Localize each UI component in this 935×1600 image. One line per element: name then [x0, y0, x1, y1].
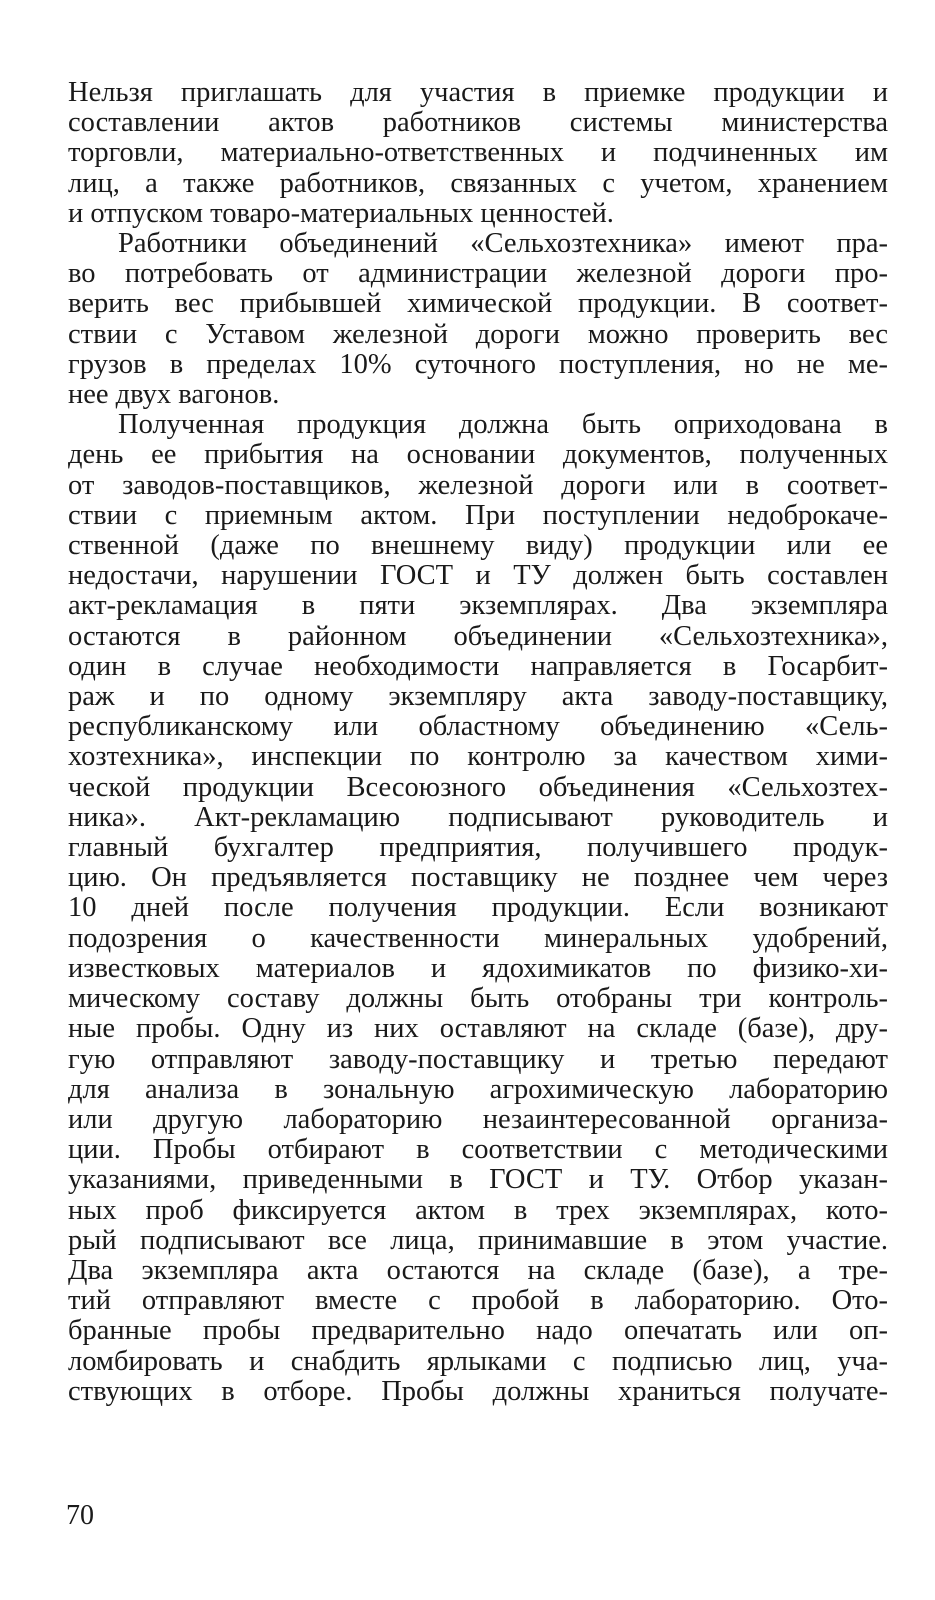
text-line: подозрения о качественности минеральных удобрений,: [68, 922, 888, 954]
text-line: остаются в районном объединении «Сельхозтехника»,: [68, 620, 888, 652]
text-line: или другую лабораторию незаинтересованной организа-: [68, 1103, 888, 1135]
text-line: ческой продукции Всесоюзного объединения «Сельхозтех-: [68, 771, 888, 803]
text-line: ствии с приемным актом. При поступлении недоброкаче-: [68, 499, 888, 531]
paragraph-3: [68, 410, 888, 1407]
text-line: ные пробы. Одну из них оставляют на складе (базе), дру-: [68, 1013, 888, 1045]
text-line: во потребовать от администрации железной дороги про-: [68, 258, 888, 290]
text-line: ломбировать и снабдить ярлыками с подписью лиц, уча-: [68, 1345, 888, 1377]
text-line: лиц, а также работников, связанных с учетом, хранением: [68, 167, 888, 199]
text-line: хозтехника», инспекции по контролю за качеством хими-: [68, 741, 888, 773]
text-line: от заводов-поставщиков, железной дороги или в соответ-: [68, 469, 888, 501]
text-line: ции. Пробы отбирают в соответствии с методическими: [68, 1134, 888, 1166]
page-body: [68, 78, 888, 1407]
text-line: цию. Он предъявляется поставщику не позднее чем через: [68, 862, 888, 894]
text-line: мическому составу должны быть отобраны три контроль-: [68, 983, 888, 1015]
text-line: грузов в пределах 10% суточного поступления, но не ме-: [68, 348, 888, 380]
text-line: Работники объединений «Сельхозтехника» имеют пра-: [118, 228, 888, 260]
text-line: 10 дней после получения продукции. Если возникают: [68, 892, 888, 924]
text-line: недостачи, нарушении ГОСТ и ТУ должен быть составлен: [68, 560, 888, 592]
text-line: акт-рекламация в пяти экземплярах. Два экземпляра: [68, 590, 888, 622]
text-line: ствующих в отборе. Пробы должны храниться получате-: [68, 1375, 888, 1407]
text-line: известковых материалов и ядохимикатов по физико-хи-: [68, 952, 888, 984]
text-line: тий отправляют вместе с пробой в лабораторию. Ото-: [68, 1285, 888, 1317]
text-line: и отпуском товаро-материальных ценностей.: [68, 197, 614, 229]
text-line: день ее прибытия на основании документов, полученных: [68, 439, 888, 471]
paragraph-2: [68, 229, 888, 410]
text-line: раж и по одному экземпляру акта заводу-поставщику,: [68, 681, 888, 713]
text-line: Нельзя приглашать для участия в приемке продукции и: [68, 77, 888, 108]
text-line: ника». Акт-рекламацию подписывают руководитель и: [68, 801, 888, 833]
text-line: для анализа в зональную агрохимическую лабораторию: [68, 1073, 888, 1105]
text-line: ственной (даже по внешнему виду) продукции или ее: [68, 530, 888, 562]
text-line: составлении актов работников системы министерства: [68, 107, 888, 139]
text-line: гую отправляют заводу-поставщику и третью передают: [68, 1043, 888, 1075]
text-line: один в случае необходимости направляется в Госарбит-: [68, 650, 888, 682]
text-line: верить вес прибывшей химической продукции. В соответ-: [68, 288, 888, 320]
text-line: Полученная продукция должна быть оприходована в: [118, 409, 888, 441]
text-line: нее двух вагонов.: [68, 379, 280, 411]
text-line: республиканскому или областному объединению «Сель-: [68, 711, 888, 743]
text-line: Два экземпляра акта остаются на складе (базе), а тре-: [68, 1254, 888, 1286]
text-line: главный бухгалтер предприятия, получившего продук-: [68, 832, 888, 864]
paragraph-1: [68, 78, 888, 229]
text-line: рый подписывают все лица, принимавшие в этом участие.: [68, 1224, 888, 1256]
text-line: ствии с Уставом железной дороги можно проверить вес: [68, 318, 888, 350]
page-number: 70: [66, 1500, 94, 1531]
text-line: бранные пробы предварительно надо опечатать или оп-: [68, 1315, 888, 1347]
text-line: ных проб фиксируется актом в трех экземплярах, кото-: [68, 1194, 888, 1226]
text-line: торговли, материально-ответственных и подчиненных им: [68, 137, 888, 169]
text-line: указаниями, приведенными в ГОСТ и ТУ. Отбор указан-: [68, 1164, 888, 1196]
